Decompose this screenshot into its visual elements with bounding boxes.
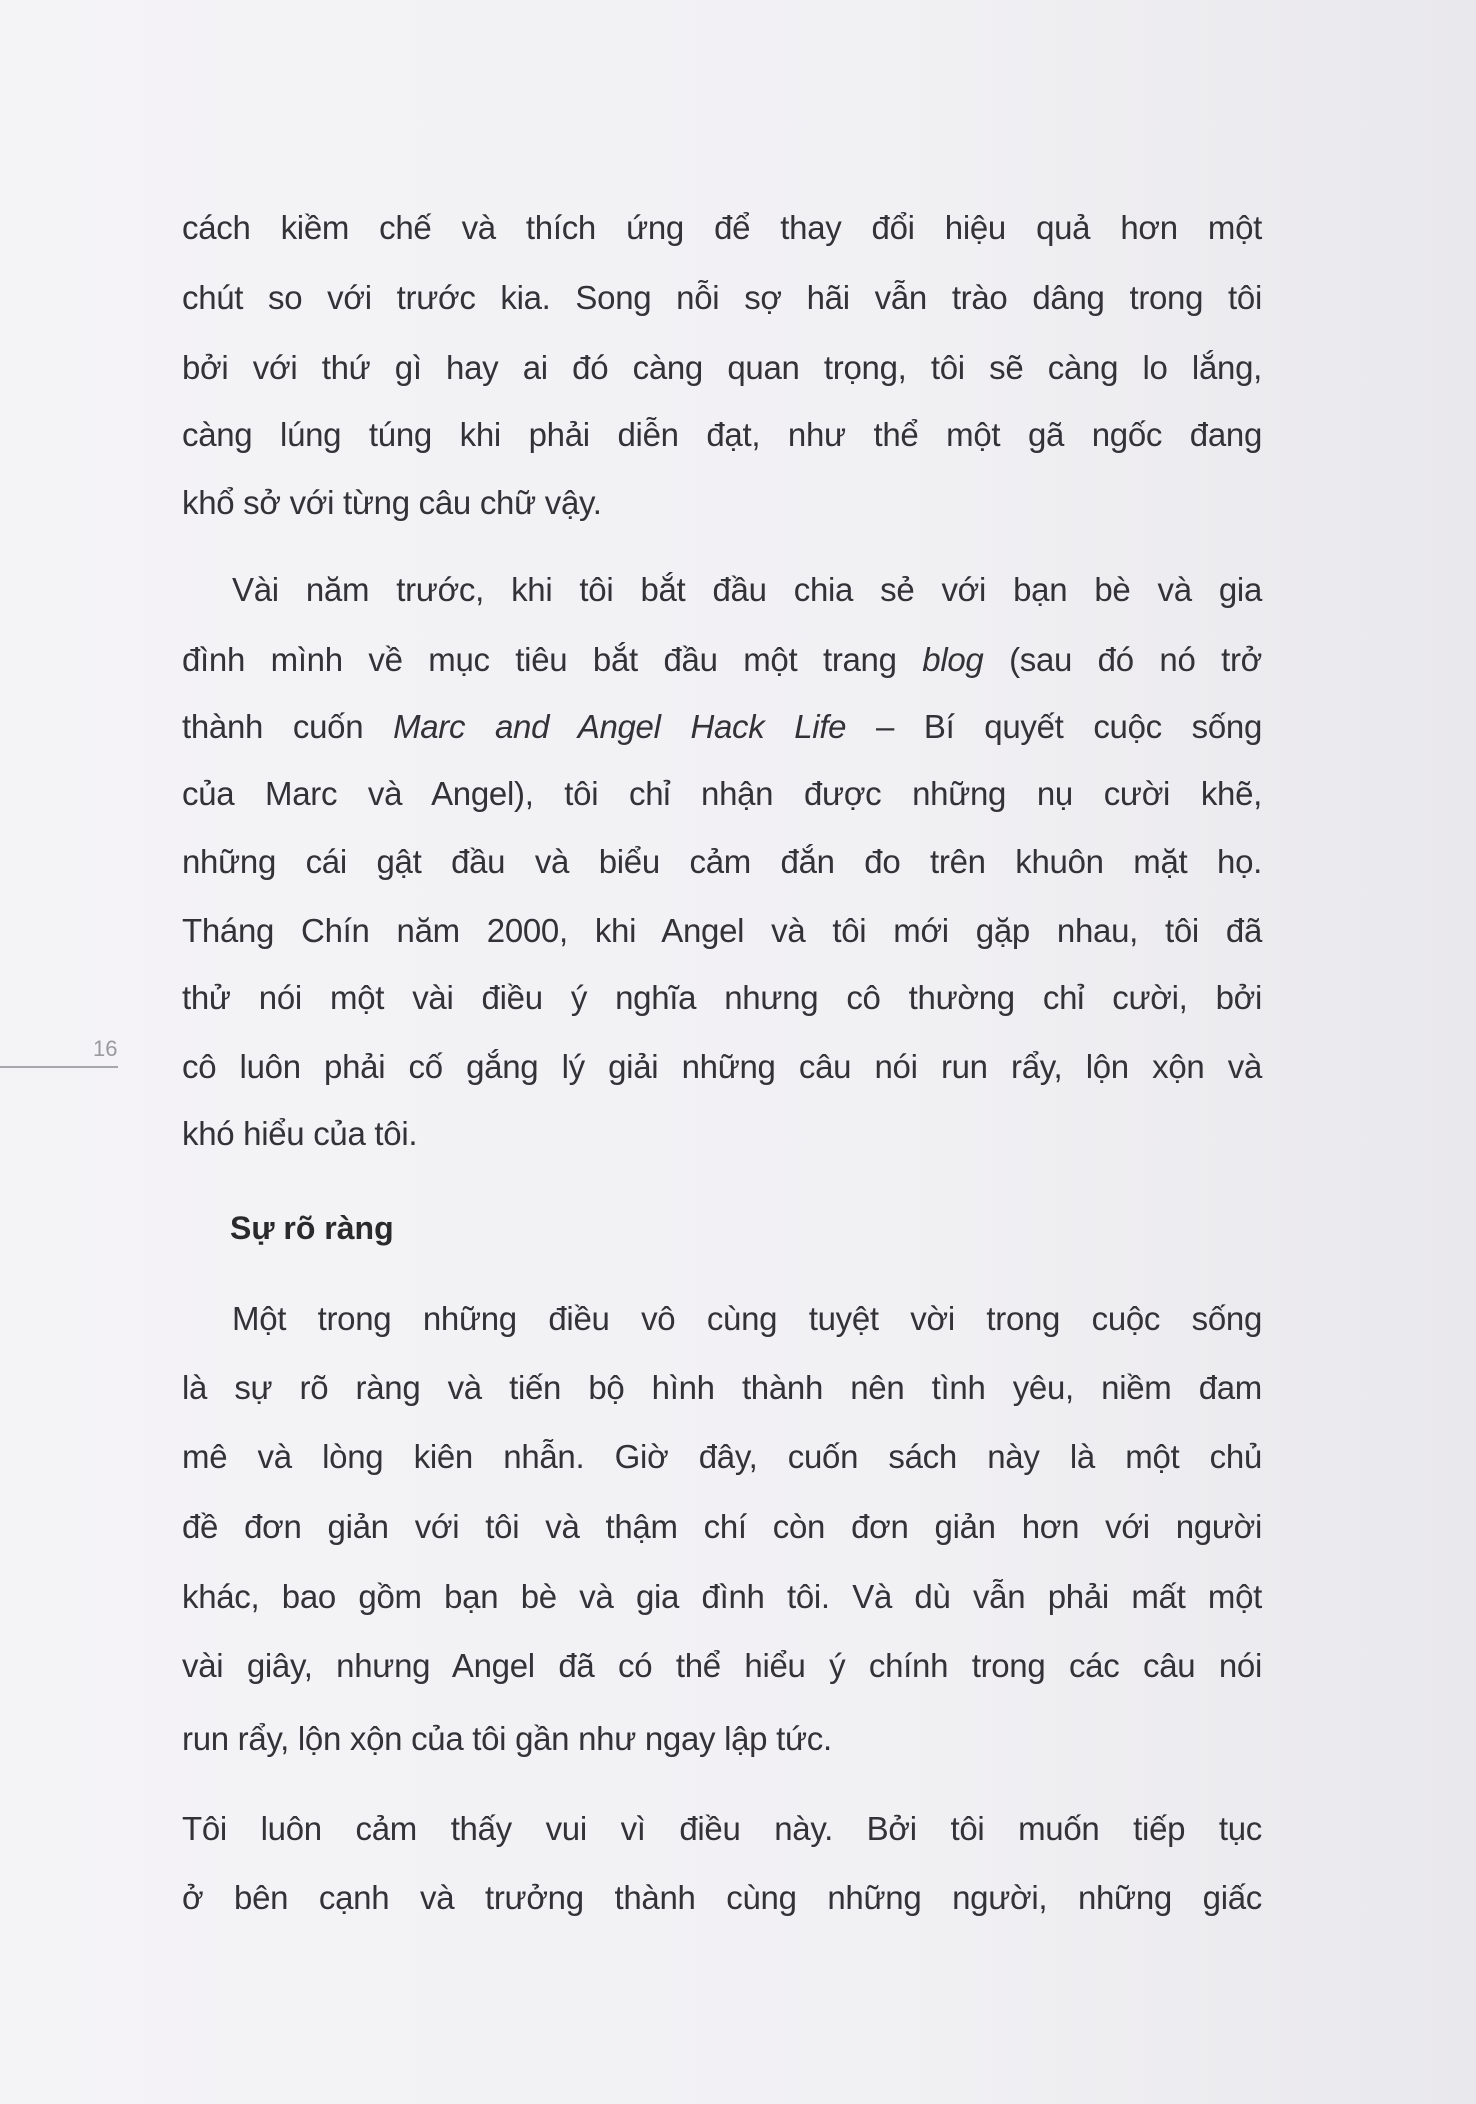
text-line: khổ sở với từng câu chữ vậy. xyxy=(182,484,602,521)
text-line: Tháng Chín năm 2000, khi Angel và tôi mới gặp nhau, tôi đã xyxy=(182,912,1262,949)
text-line: cô luôn phải cố gắng lý giải những câu nói run rẩy, lộn xộn và xyxy=(182,1048,1262,1085)
text-span: đình mình về mục tiêu bắt đầu một trang xyxy=(182,641,923,678)
page-number: 16 xyxy=(93,1036,118,1061)
text-line: vài giây, nhưng Angel đã có thể hiểu ý chính trong các câu nói xyxy=(182,1647,1262,1684)
text-line xyxy=(182,704,1262,750)
text-span: thành cuốn xyxy=(182,708,394,745)
text-line: run rẩy, lộn xộn của tôi gần như ngay lập tức. xyxy=(182,1720,832,1757)
text-line: khó hiểu của tôi. xyxy=(182,1115,418,1152)
text-line: khác, bao gồm bạn bè và gia đình tôi. Và dù vẫn phải mất một xyxy=(182,1578,1262,1615)
text-line: cách kiềm chế và thích ứng để thay đổi hiệu quả hơn một xyxy=(182,209,1262,246)
italic-book-title: Marc and Angel Hack Life xyxy=(393,708,847,745)
text-line: mê và lòng kiên nhẫn. Giờ đây, cuốn sách này là một chủ xyxy=(182,1438,1262,1475)
italic-term: blog xyxy=(922,641,984,678)
text-line: Một trong những điều vô cùng tuyệt vời trong cuộc sống xyxy=(232,1300,1262,1337)
text-line xyxy=(182,637,1262,683)
text-line: chút so với trước kia. Song nỗi sợ hãi vẫn trào dâng trong tôi xyxy=(182,279,1262,316)
page-number-rule xyxy=(0,1066,118,1068)
text-line: Tôi luôn cảm thấy vui vì điều này. Bởi tôi muốn tiếp tục xyxy=(182,1810,1262,1847)
section-heading: Sự rõ ràng xyxy=(230,1210,394,1246)
text-line: đề đơn giản với tôi và thậm chí còn đơn giản hơn với người xyxy=(182,1508,1262,1545)
text-line: những cái gật đầu và biểu cảm đắn đo trên khuôn mặt họ. xyxy=(182,843,1262,880)
text-line: Vài năm trước, khi tôi bắt đầu chia sẻ với bạn bè và gia xyxy=(232,571,1262,608)
text-line: thử nói một vài điều ý nghĩa nhưng cô thường chỉ cười, bởi xyxy=(182,979,1262,1016)
text-line: bởi với thứ gì hay ai đó càng quan trọng, tôi sẽ càng lo lắng, xyxy=(182,349,1262,386)
text-line: của Marc và Angel), tôi chỉ nhận được những nụ cười khẽ, xyxy=(182,775,1262,812)
text-span: – Bí quyết cuộc sống xyxy=(846,708,1262,745)
text-span: (sau đó nó trở xyxy=(983,641,1262,678)
text-line: càng lúng túng khi phải diễn đạt, như thể một gã ngốc đang xyxy=(182,416,1262,453)
text-line: ở bên cạnh và trưởng thành cùng những người, những giấc xyxy=(182,1879,1262,1916)
text-line: là sự rõ ràng và tiến bộ hình thành nên tình yêu, niềm đam xyxy=(182,1369,1262,1406)
